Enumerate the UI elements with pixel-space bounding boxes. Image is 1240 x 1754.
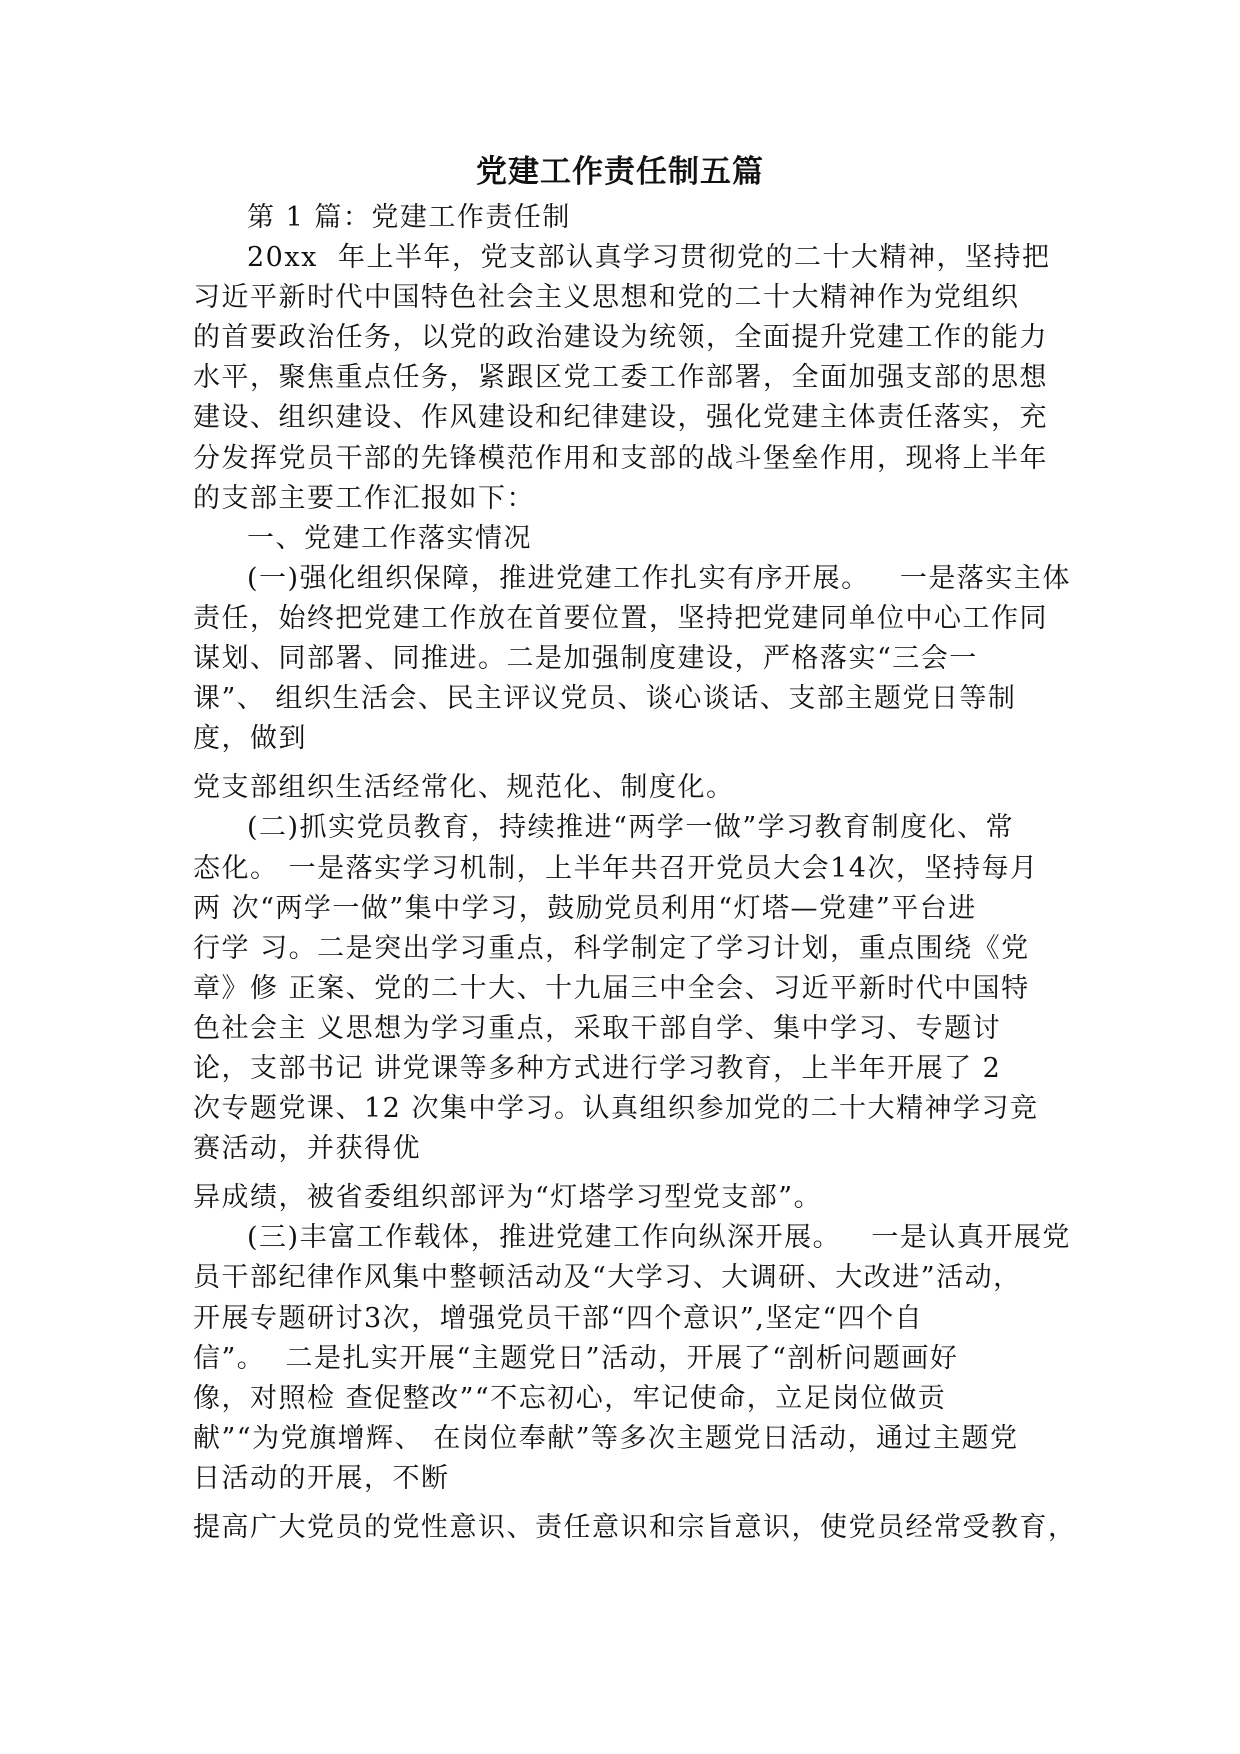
text-line: 习近平新时代中国特色社会主义思想和党的二十大精神作为党组织 bbox=[193, 282, 1020, 314]
text-line: 论，支部书记 讲党课等多种方式进行学习教育，上半年开展了 2 bbox=[193, 1052, 1002, 1084]
text-line: 度，做到 bbox=[193, 723, 307, 755]
text-line: 态化。 一是落实学习机制，上半年共召开党员大会14次，坚持每月 bbox=[193, 852, 1039, 884]
text-line: 章》修 正案、党的二十大、十九届三中全会、习近平新时代中国特 bbox=[193, 972, 1030, 1004]
text-line: 分发挥党员干部的先锋模范作用和支部的战斗堡垒作用，现将上半年 bbox=[193, 442, 1048, 474]
text-line: 员干部纪律作风集中整顿活动及“大学习、大调研、大改进”活动， bbox=[193, 1262, 1022, 1294]
text-line: 责任，始终把党建工作放在首要位置，坚持把党建同单位中心工作同 bbox=[193, 602, 1048, 634]
text-line: 信”。 二是扎实开展“主题党日”活动，开展了“剖析问题画好 bbox=[193, 1342, 959, 1374]
text-line: 行学 习。二是突出学习重点，科学制定了学习计划，重点围绕《党 bbox=[193, 932, 1030, 964]
text-line: 水平，聚焦重点任务，紧跟区党工委工作部署，全面加强支部的思想 bbox=[193, 362, 1048, 394]
text-line: (一)强化组织保障，推进党建工作扎实有序开展。 一是落实主体 bbox=[247, 562, 1071, 594]
text-line: 异成绩，被省委组织部评为“灯塔学习型党支部”。 bbox=[193, 1182, 823, 1214]
text-line: (二)抓实党员教育，持续推进“两学一做”学习教育制度化、常 bbox=[247, 812, 1015, 844]
document-body bbox=[193, 198, 1077, 1548]
text-line: 像，对照检 查促整改”“不忘初心，牢记使命，立足岗位做贡 bbox=[193, 1382, 947, 1414]
text-line: 赛活动，并获得优 bbox=[193, 1133, 421, 1165]
text-line: (三)丰富工作载体，推进党建工作向纵深开展。 一是认真开展党 bbox=[247, 1222, 1071, 1254]
text-line: 一、党建工作落实情况 bbox=[247, 522, 532, 554]
text-line: 开展专题研讨3次，增强党员干部“四个意识”,坚定“四个自 bbox=[193, 1302, 924, 1334]
text-line: 献”“为党旗增辉、 在岗位奉献”等多次主题党日活动，通过主题党 bbox=[193, 1422, 1019, 1454]
text-line: 日活动的开展，不断 bbox=[193, 1462, 450, 1494]
document-title: 党建工作责任制五篇 bbox=[476, 154, 764, 190]
text-line: 色社会主 义思想为学习重点，采取干部自学、集中学习、专题讨 bbox=[193, 1012, 1002, 1044]
text-line: 的首要政治任务，以党的政治建设为统领，全面提升党建工作的能力 bbox=[193, 322, 1048, 354]
text-line: 课”、 组织生活会、民主评议党员、谈心谈话、支部主题党日等制 bbox=[193, 683, 1017, 715]
text-line: 第 1 篇：党建工作责任制 bbox=[247, 202, 571, 233]
text-line: 党支部组织生活经常化、规范化、制度化。 bbox=[193, 772, 735, 804]
text-line: 的支部主要工作汇报如下： bbox=[193, 482, 535, 514]
text-line: 建设、组织建设、作风建设和纪律建设，强化党建主体责任落实，充 bbox=[193, 402, 1048, 434]
text-line: 提高广大党员的党性意识、责任意识和宗旨意识，使党员经常受教育， bbox=[193, 1512, 1077, 1543]
text-line: 次专题党课、12 次集中学习。认真组织参加党的二十大精神学习竞 bbox=[193, 1093, 1039, 1125]
text-line: 两 次“两学一做”集中学习，鼓励党员利用“灯塔—党建”平台进 bbox=[193, 892, 977, 924]
text-line: 20xx 年上半年，党支部认真学习贯彻党的二十大精神，坚持把 bbox=[247, 242, 1051, 274]
text-line: 谋划、同部署、同推进。二是加强制度建设，严格落实“三会一 bbox=[193, 643, 978, 675]
